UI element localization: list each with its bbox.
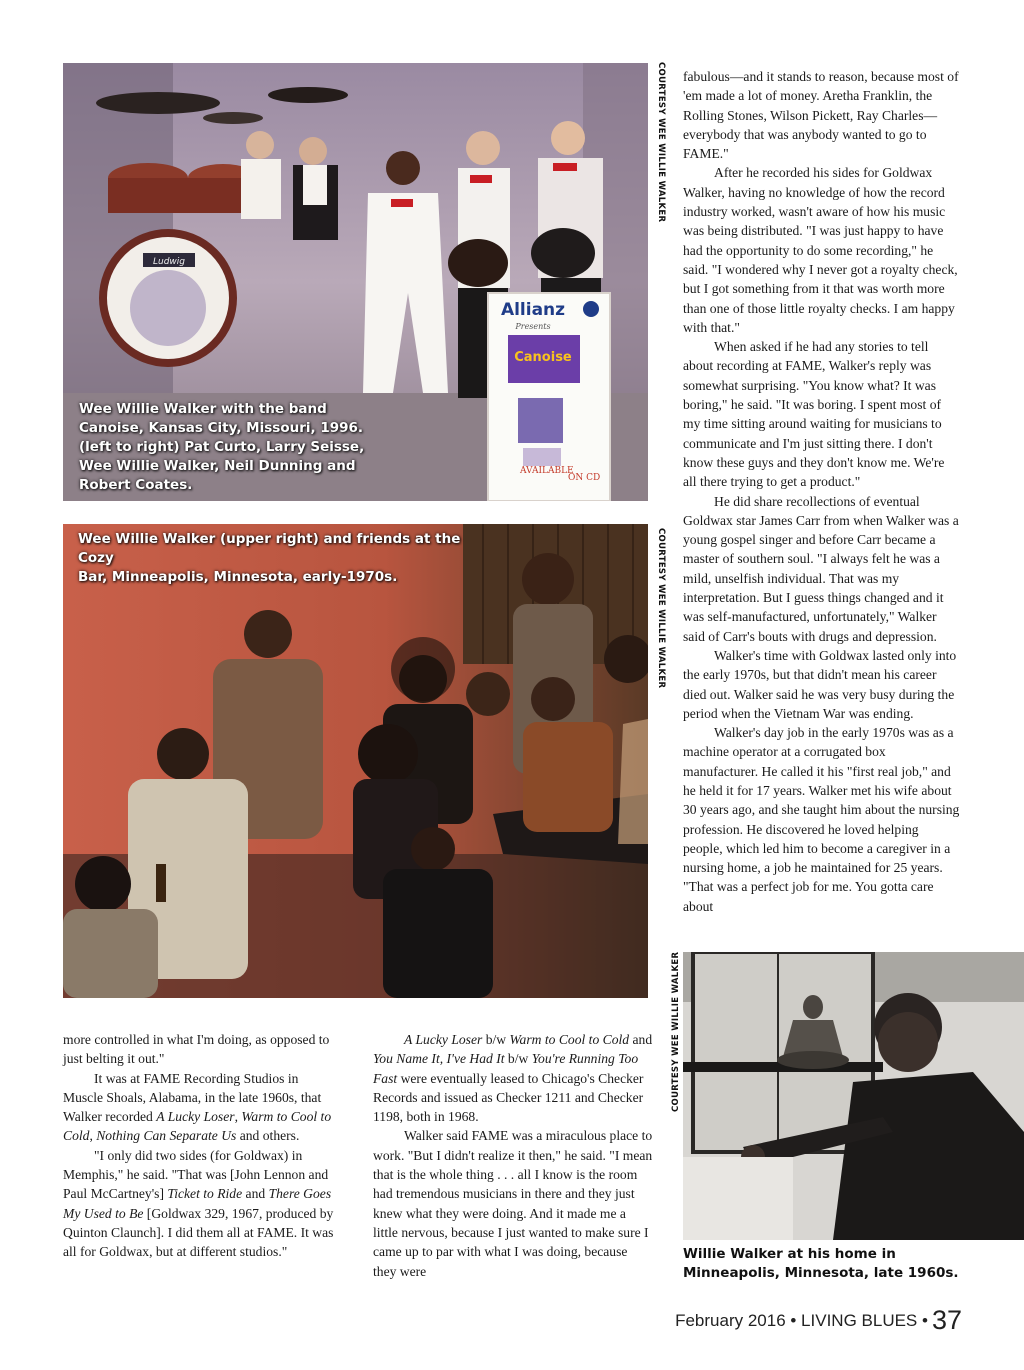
paragraph: Walker's day job in the early 1970s was as a machine operator at a corrugated box manufacturer. He called it his "first real job," and he held it for 17 years. Walker met his wife about 30 years ago, and she taught him about the nursing profession. He discovered he loved helping people, which led him to become a caregiver in a nursing home, a job he maintained for 25 years. "That was a perfect job for me. You gotta care about: [683, 725, 960, 914]
text-run: It was at FAME Recording Studios in Muscle Shoals, Alabama, in the late 1960s, that Walker recorded: [63, 1070, 322, 1125]
issue-line: February 2016 • LIVING BLUES •: [675, 1311, 928, 1330]
cozy-bar-photo: [63, 524, 648, 998]
song-title: Nothing Can Separate Us: [96, 1128, 237, 1144]
home-photo-caption: Willie Walker at his home in Minneapolis, Minnesota, late 1960s.: [683, 1246, 959, 1281]
poster-sub-text: Presents: [515, 322, 551, 331]
text-run: [Goldwax 329, 1967, produced by Quinton Claunch]. I did them all at FAME. It was all for Goldwax, but at different studios.": [63, 1205, 334, 1260]
article-column-right: [683, 67, 961, 916]
text-run: b/w: [504, 1051, 532, 1067]
song-title: There Goes My Used to Be: [63, 1186, 332, 1221]
song-title: You Name It, I've Had It: [373, 1051, 505, 1067]
poster-available-text: AVAILABLE: [520, 466, 574, 476]
paragraph: After he recorded his sides for Goldwax Walker, having no knowledge of how the record industry worked, wasn't aware of how his music was being distributed. "I was just happy to have had the opportunity to do some recording," he said. "I wondered why I never got a royalty check, but I got something from it that was worth more than one of those little royalty checks. I am happy with that.": [683, 165, 958, 335]
text-run: and: [629, 1032, 653, 1047]
poster-title-text: Canoise: [514, 350, 572, 365]
song-title: A Lucky Loser: [404, 1032, 483, 1047]
text-run: and: [242, 1186, 269, 1202]
band-photo-caption: Wee Willie Walker with the band Canoise, Kansas City, Missouri, 1996. (left to right) Pat Curto, Larry Seisse, Wee Willie Walker, Neil Dunning and Robert Coates.: [79, 401, 365, 493]
song-title: Warm to Cool to Cold: [63, 1109, 332, 1144]
song-title: Ticket to Ride: [167, 1186, 243, 1202]
home-photo: [683, 952, 1024, 1240]
page-footer: [675, 1305, 962, 1336]
paragraph: [63, 1146, 338, 1262]
text-run: and others.: [236, 1128, 300, 1144]
article-column-middle: [373, 1030, 653, 1281]
poster-oncd-text: ON CD: [568, 473, 601, 483]
home-photo-credit: COURTESY WEE WILLIE WALKER: [671, 951, 681, 1112]
home-image: [683, 952, 1024, 1240]
text-run: ,: [89, 1128, 97, 1144]
text-run: b/w: [482, 1032, 510, 1047]
paragraph: fabulous—and it stands to reason, because most of 'em made a lot of money. Aretha Franklin, the Rolling Stones, Wilson Pickett, Ray Charles—everybody that was anybody wanted to go to FAME.": [683, 69, 959, 162]
song-title: You're Running Too Fast: [373, 1051, 639, 1086]
text-run: "I only did two sides (for Goldwax) in Memphis," he said. "That was [John Lennon and Paul McCartney's]: [63, 1147, 329, 1202]
paragraph: [373, 1030, 653, 1126]
band-photo-credit: COURTESY WEE WILLIE WALKER: [656, 62, 666, 223]
song-title: A Lucky Loser: [156, 1109, 235, 1125]
poster-brand-text: Allianz: [500, 300, 566, 320]
cozy-bar-image: [63, 524, 648, 998]
text-run: ,: [234, 1109, 242, 1125]
cozy-bar-caption: Wee Willie Walker (upper right) and friends at the Cozy Bar, Minneapolis, Minnesota, early-1970s.: [78, 531, 461, 585]
article-column-left: [63, 1030, 338, 1262]
text-run: were eventually leased to Chicago's Checker Records and issued as Checker 1211 and Checker 1198, both in 1968.: [373, 1070, 644, 1125]
paragraph: Walker said FAME was a miraculous place to work. "But I didn't realize it then," he said. "I mean that is the whole thing . . . all I know is the room had tremendous musicians in there and they just knew what they were doing. And it made me a little nervous, because I just wanted to make sure I came up to par with what I was doing, because they were: [373, 1128, 653, 1279]
paragraph: When asked if he had any stories to tell about recording at FAME, Walker's reply was somewhat surprising. "You know what? It was boring," he said. "It was boring. I spent most of my time sitting around waiting for musicians to communicate and I'm just sitting there. I don't know these guys and they don't know me. We're all there trying to get a product.": [683, 339, 945, 490]
drum-logo-text: Ludwig: [152, 257, 186, 267]
paragraph: [63, 1069, 338, 1146]
song-title: Warm to Cool to Cold: [509, 1032, 630, 1047]
paragraph: more controlled in what I'm doing, as opposed to just belting it out.": [63, 1032, 330, 1067]
page-number: 37: [931, 1305, 962, 1335]
paragraph: He did share recollections of eventual Goldwax star James Carr from when Walker was a young gospel singer and before Carr became a master of southern soul. "I always felt he was a mild, unselfish individual. That was my interpretation. But I guess things changed and it was self-manufactured, unfortunately," Walker said of Carr's bouts with drugs and depression.: [683, 493, 959, 644]
paragraph: Walker's time with Goldwax lasted only into the early 1970s, but that didn't mean his career died out. Walker said he was very busy during the period when the Vietnam War was ending.: [683, 647, 957, 721]
cozy-bar-credit: COURTESY WEE WILLIE WALKER: [656, 528, 666, 689]
